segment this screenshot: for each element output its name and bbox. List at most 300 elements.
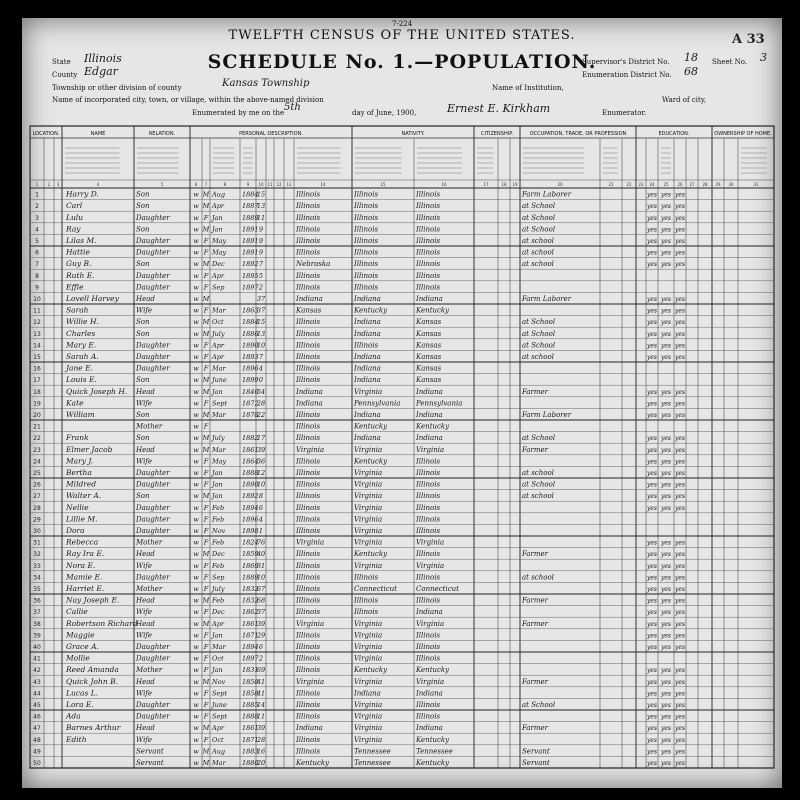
person-relation: Daughter [136, 654, 170, 663]
occupation: at school [522, 469, 554, 477]
person-age: 16 [256, 747, 266, 756]
row-number: 40 [33, 644, 41, 651]
birth-month: Jan [212, 225, 223, 234]
birth-year: 1891 [242, 237, 259, 245]
row-number: 36 [33, 597, 41, 605]
person-sex: M [202, 376, 210, 385]
person-sex: F [203, 469, 209, 477]
father-birthplace: Illinois [354, 225, 379, 234]
person-sex: F [203, 527, 209, 535]
person-color: w [193, 701, 199, 709]
person-age: 54 [256, 387, 266, 396]
person-color: w [193, 585, 199, 593]
birth-month: Nov [212, 527, 226, 535]
person-relation: Head [136, 295, 155, 303]
birthplace: Kansas [296, 306, 322, 315]
census-sheet [22, 18, 782, 788]
person-name: Charles [66, 328, 96, 338]
mother-birthplace: Kentucky [416, 306, 450, 315]
birth-year: 1863 [242, 306, 259, 315]
person-sex: M [202, 759, 210, 767]
row-number: 49 [33, 748, 41, 756]
person-sex: F [203, 422, 209, 431]
can-read: yes [646, 586, 658, 593]
person-color: w [193, 538, 199, 547]
can-read: yes [646, 493, 658, 501]
father-birthplace: Connecticut [354, 585, 397, 593]
person-age: 39 [256, 619, 266, 628]
supervisor-label: Supervisor's District No. [582, 58, 670, 66]
person-age: 68 [256, 596, 266, 605]
birth-year: 1897 [242, 283, 259, 292]
person-age: 9 [258, 237, 264, 245]
speaks-english: yes [674, 678, 686, 686]
person-name: Lilas M. [66, 236, 97, 245]
column-number: 29 [715, 182, 721, 187]
birth-year: 1896 [242, 515, 259, 524]
birth-year: 1899 [242, 376, 259, 385]
birth-year: 1891 [242, 225, 259, 234]
birthplace: Illinois [296, 318, 321, 327]
person-color: w [193, 677, 199, 686]
birth-year: 1889 [242, 213, 259, 222]
row-number: 31 [33, 539, 41, 547]
sheet-label: Sheet No. [712, 58, 748, 66]
father-birthplace: Virginia [354, 387, 383, 396]
birth-month: Jan [212, 469, 223, 477]
birthplace: Illinois [296, 654, 321, 663]
person-age: 28 [256, 735, 266, 744]
person-age: 11 [256, 213, 266, 222]
person-name: William [66, 410, 95, 419]
row-number: 48 [33, 736, 41, 744]
person-name: Mildred [66, 479, 97, 489]
birth-month: Mar [212, 364, 226, 373]
person-name: Louis E. [66, 375, 97, 385]
person-relation: Head [136, 619, 155, 628]
person-relation: Wife [136, 561, 153, 570]
person-age: 7 [258, 353, 264, 361]
person-color: w [193, 608, 199, 617]
column-group-header: CITIZENSHIP. [480, 131, 514, 137]
person-color: w [193, 411, 199, 419]
row-number: 41 [33, 655, 41, 663]
person-color: w [193, 295, 199, 303]
can-read: yes [646, 458, 658, 466]
person-sex: M [202, 411, 210, 419]
birth-month: Nov [212, 677, 226, 686]
speaks-english: yes [674, 481, 686, 489]
father-birthplace: Virginia [354, 503, 383, 512]
occupation: at School [522, 225, 556, 234]
birthplace: Illinois [296, 213, 321, 222]
person-sex: M [202, 550, 210, 559]
father-birthplace: Indiana [354, 434, 381, 443]
birth-month: Feb [212, 515, 225, 524]
township-value: Kansas Township [222, 78, 310, 89]
mother-birthplace: Illinois [416, 225, 441, 234]
person-color: w [193, 190, 199, 199]
can-read: yes [646, 551, 658, 559]
person-color: w [193, 724, 199, 733]
person-sex: F [203, 271, 209, 280]
birth-month: July [212, 585, 225, 593]
birth-year: 1864 [242, 457, 259, 466]
mother-birthplace: Illinois [416, 457, 441, 466]
occupation: Farmer [522, 387, 549, 396]
birthplace: Illinois [296, 666, 321, 675]
column-number: 30 [728, 182, 734, 187]
birthplace: Indiana [296, 295, 323, 303]
column-number: 1 [35, 182, 39, 187]
birthplace: Illinois [296, 573, 321, 582]
person-relation: Daughter [136, 643, 170, 651]
birth-month: Jan [212, 492, 223, 501]
speaks-english: yes [674, 226, 686, 234]
mother-birthplace: Illinois [416, 237, 441, 245]
can-read: yes [646, 191, 658, 199]
can-read: yes [646, 736, 658, 744]
occupation: Farm Laborer [522, 295, 572, 303]
birth-month: Dec [212, 260, 225, 269]
occupation: at School [522, 480, 556, 489]
mother-birthplace: Illinois [416, 654, 441, 663]
person-relation: Daughter [136, 248, 170, 257]
person-age: 5 [258, 271, 264, 280]
father-birthplace: Virginia [354, 643, 383, 651]
occupation: at school [522, 237, 554, 245]
person-sex: M [202, 295, 210, 303]
birth-month: Apr [212, 341, 224, 350]
can-write: yes [660, 388, 672, 396]
father-birthplace: Virginia [354, 735, 383, 744]
mother-birthplace: Virginia [416, 538, 445, 547]
row-number: 18 [33, 388, 41, 396]
birth-year: 1861 [242, 619, 259, 628]
row-number: 6 [35, 249, 39, 257]
birth-month: June [212, 701, 227, 709]
enumeration-label: Enumeration District No. [582, 71, 672, 79]
birthplace: Virginia [296, 677, 325, 686]
mother-birthplace: Tennessee [416, 747, 453, 756]
birth-month: Aug [212, 747, 226, 756]
birth-month: June [212, 376, 227, 385]
mother-birthplace: Illinois [416, 248, 441, 257]
occupation: Servant [522, 759, 550, 767]
speaks-english: yes [674, 296, 686, 303]
mother-birthplace: Virginia [416, 619, 445, 628]
speaks-english: yes [674, 609, 686, 617]
person-sex: F [203, 689, 209, 698]
person-name: Edith [66, 734, 87, 744]
column-group-header: OWNERSHIP OF HOME. [714, 131, 772, 137]
person-name: Hattie [66, 247, 90, 257]
person-relation: Wife [136, 689, 153, 698]
birthplace: Illinois [296, 248, 321, 257]
person-relation: Servant [136, 747, 164, 756]
birthplace: Illinois [296, 364, 321, 373]
row-number: 5 [35, 238, 39, 245]
column-number: 16 [441, 182, 447, 187]
person-color: w [193, 654, 199, 663]
person-name: Ray [66, 224, 81, 234]
person-relation: Daughter [136, 701, 170, 709]
person-age: 39 [256, 724, 266, 733]
father-birthplace: Kentucky [354, 666, 388, 675]
birth-month: Dec [212, 608, 225, 617]
occupation: at school [522, 492, 554, 501]
birth-month: Oct [212, 654, 224, 663]
person-name: Grace A. [66, 642, 99, 651]
speaks-english: yes [674, 586, 686, 593]
mother-birthplace: Kentucky [416, 666, 450, 675]
person-color: w [193, 689, 199, 698]
person-relation: Son [136, 492, 150, 501]
person-age: 22 [256, 411, 266, 419]
person-color: w [193, 248, 199, 257]
person-sex: M [202, 619, 210, 628]
birth-year: 1888 [242, 712, 259, 721]
speaks-english: yes [674, 238, 686, 245]
person-relation: Daughter [136, 237, 170, 245]
person-age: 36 [256, 457, 266, 466]
birth-month: Oct [212, 318, 224, 327]
birthplace: Illinois [296, 735, 321, 744]
speaks-english: yes [674, 435, 686, 443]
speaks-english: yes [674, 748, 686, 756]
column-group-header: NATIVITY. [401, 131, 425, 137]
can-read: yes [646, 296, 658, 303]
birth-year: 1861 [242, 445, 259, 454]
mother-birthplace: Indiana [416, 434, 443, 443]
can-read: yes [646, 690, 658, 698]
column-number: 28 [702, 182, 708, 187]
person-sex: F [203, 538, 209, 547]
can-write: yes [660, 713, 672, 721]
person-name: Dora [66, 526, 85, 535]
row-number: 24 [33, 458, 41, 466]
birth-year: 1890 [242, 480, 259, 489]
birthplace: Illinois [296, 469, 321, 477]
speaks-english: yes [674, 203, 686, 211]
institution-label: Name of Institution, [492, 84, 564, 92]
birth-year: 1846 [242, 387, 259, 396]
person-relation: Daughter [136, 480, 170, 489]
person-sex: F [203, 341, 209, 350]
birthplace: Illinois [296, 283, 321, 292]
father-birthplace: Virginia [354, 619, 383, 628]
speaks-english: yes [674, 354, 686, 361]
birthplace: Illinois [296, 747, 321, 756]
person-name: Lora E. [66, 700, 94, 709]
person-age: 7 [258, 260, 264, 269]
person-age: 2 [258, 654, 264, 663]
speaks-english: yes [674, 214, 686, 222]
occupation: Farmer [522, 550, 549, 559]
can-write: yes [660, 307, 672, 315]
person-color: w [193, 376, 199, 385]
birthplace: Illinois [296, 376, 321, 385]
birth-month: Sep [212, 573, 225, 582]
state-value: Illinois [84, 52, 122, 65]
father-birthplace: Indiana [354, 411, 381, 419]
father-birthplace: Virginia [354, 515, 383, 524]
can-write: yes [660, 435, 672, 443]
column-group-header: PERSONAL DESCRIPTION. [239, 131, 303, 137]
person-name: Frank [66, 433, 89, 443]
person-name: Nay Joseph E. [66, 595, 120, 605]
speaks-english: yes [674, 725, 686, 733]
birth-year: 1892 [242, 492, 259, 501]
father-birthplace: Illinois [354, 237, 379, 245]
can-write: yes [660, 354, 672, 361]
person-relation: Son [136, 260, 150, 269]
person-age: 20 [256, 759, 266, 767]
person-age: 37 [256, 608, 266, 617]
person-name: Walter A. [66, 491, 102, 501]
person-relation: Wife [136, 735, 153, 744]
row-number: 21 [33, 423, 41, 431]
column-number: 15 [380, 182, 386, 187]
person-age: 39 [256, 445, 266, 454]
speaks-english: yes [674, 667, 686, 675]
row-number: 9 [35, 284, 39, 292]
father-birthplace: Indiana [354, 353, 381, 361]
person-relation: Daughter [136, 573, 170, 582]
person-name: Callie [66, 607, 88, 617]
can-read: yes [646, 632, 658, 640]
speaks-english: yes [674, 562, 686, 570]
person-name: Lovell Harvey [66, 294, 119, 303]
person-color: w [193, 225, 199, 234]
person-sex: F [203, 306, 209, 315]
birth-month: Sept [212, 689, 228, 698]
can-write: yes [660, 725, 672, 733]
father-birthplace: Illinois [354, 283, 379, 292]
row-number: 2 [35, 203, 39, 211]
father-birthplace: Illinois [354, 260, 379, 269]
birthplace: Illinois [296, 422, 321, 431]
birth-month: Sep [212, 283, 225, 292]
father-birthplace: Virginia [354, 469, 383, 477]
father-birthplace: Kentucky [354, 422, 388, 431]
birth-year: 1886 [242, 329, 259, 338]
birthplace: Nebraska [296, 260, 331, 269]
birthplace: Illinois [296, 492, 321, 501]
person-name: Lillie M. [66, 514, 98, 524]
person-age: 29 [256, 631, 266, 640]
birthplace: Illinois [296, 689, 321, 698]
person-sex: F [203, 283, 209, 292]
row-number: 7 [35, 261, 39, 269]
person-relation: Son [136, 318, 150, 327]
person-color: w [193, 213, 199, 222]
person-name: Elmer Jacob [66, 444, 113, 454]
column-number: 8 [223, 182, 227, 187]
person-relation: Head [136, 724, 155, 733]
birth-year: 1861 [242, 724, 259, 733]
person-sex: F [203, 643, 209, 651]
mother-birthplace: Illinois [416, 202, 441, 211]
person-age: 9 [258, 248, 264, 257]
birth-year: 1894 [242, 643, 259, 651]
person-color: w [193, 666, 199, 675]
person-color: w [193, 353, 199, 361]
person-relation: Mother [136, 585, 163, 593]
occupation: at School [522, 213, 556, 222]
can-write: yes [660, 342, 672, 350]
row-number: 32 [33, 551, 41, 559]
mother-birthplace: Illinois [416, 503, 441, 512]
birth-year: 1859 [242, 550, 259, 559]
person-color: w [193, 747, 199, 756]
mother-birthplace: Kansas [416, 376, 442, 385]
can-read: yes [646, 307, 658, 315]
person-sex: F [203, 353, 209, 361]
birthplace: Illinois [296, 561, 321, 570]
can-read: yes [646, 238, 658, 245]
mother-birthplace: Illinois [416, 573, 441, 582]
birth-month: Apr [212, 271, 224, 280]
father-birthplace: Pennsylvania [354, 399, 401, 408]
person-name: Mollie [66, 653, 90, 663]
birth-year: 1871 [242, 631, 259, 640]
person-name: Sarah [66, 305, 89, 315]
father-birthplace: Kentucky [354, 306, 388, 315]
birth-year: 1892 [242, 260, 259, 269]
row-number: 19 [33, 400, 41, 408]
occupation: at school [522, 248, 554, 257]
row-number: 10 [33, 296, 41, 303]
birthplace: Illinois [296, 190, 321, 199]
person-sex: F [203, 608, 209, 617]
person-name: Kate [66, 398, 84, 408]
father-birthplace: Illinois [354, 596, 379, 605]
person-sex: M [202, 318, 210, 327]
mother-birthplace: Illinois [416, 631, 441, 640]
speaks-english: yes [674, 736, 686, 744]
mother-birthplace: Indiana [416, 608, 443, 617]
person-name: Mary J. [66, 456, 94, 466]
speaks-english: yes [674, 504, 686, 512]
person-relation: Daughter [136, 515, 170, 524]
can-read: yes [646, 319, 658, 327]
speaks-english: yes [674, 388, 686, 396]
speaks-english: yes [674, 760, 686, 767]
row-number: 43 [33, 678, 41, 686]
person-color: w [193, 631, 199, 640]
row-number: 29 [33, 516, 41, 524]
person-name: Carl [66, 201, 83, 211]
mother-birthplace: Illinois [416, 701, 441, 709]
mother-birthplace: Kansas [416, 353, 442, 361]
birth-month: May [212, 457, 227, 466]
birth-year: 1831 [242, 666, 259, 675]
birthplace: Kentucky [296, 759, 330, 767]
can-write: yes [660, 261, 672, 269]
can-read: yes [646, 446, 658, 454]
can-read: yes [646, 354, 658, 361]
column-number: 10 [258, 182, 264, 187]
birth-month: Mar [212, 411, 226, 419]
birthplace: Illinois [296, 202, 321, 211]
person-name: Robertson Richard [66, 618, 138, 628]
birthplace: Illinois [296, 503, 321, 512]
row-number: 33 [33, 562, 41, 570]
schedule-title: SCHEDULE No. 1.—POPULATION. [207, 51, 597, 73]
person-sex: M [202, 596, 210, 605]
person-sex: F [203, 631, 209, 640]
